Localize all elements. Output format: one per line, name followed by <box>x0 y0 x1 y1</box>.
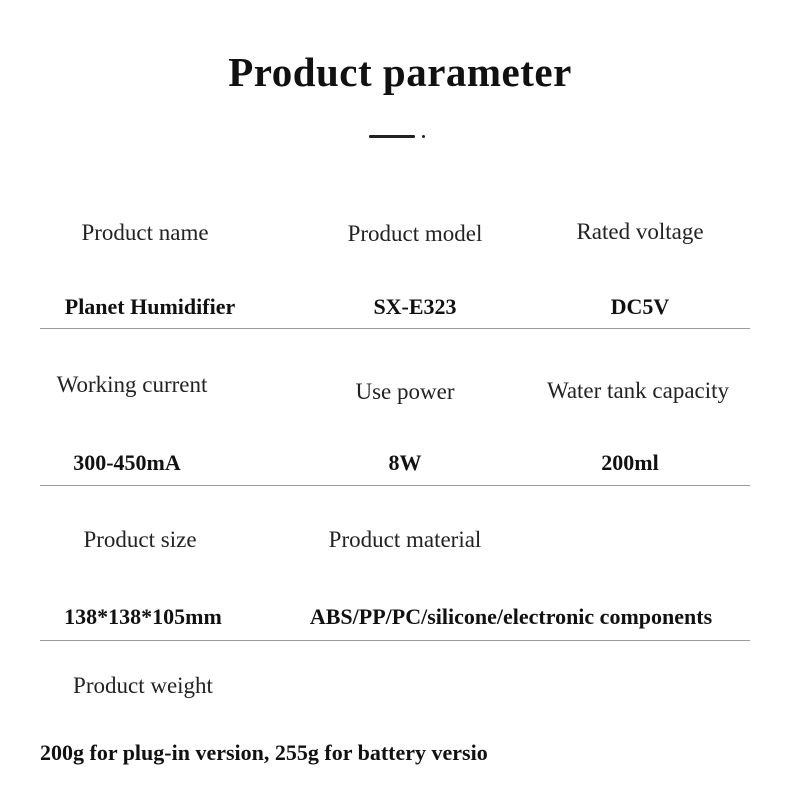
page-title: Product parameter <box>228 49 572 95</box>
product-model-value: SX-E323 <box>373 294 457 319</box>
product-model-label: Product model <box>347 221 483 246</box>
row-divider-3 <box>40 640 750 641</box>
product-name-value: Planet Humidifier <box>64 294 236 319</box>
product-material-value: ABS/PP/PC/silicone/electronic components <box>309 604 713 629</box>
title-decoration <box>369 134 439 140</box>
working-current-value: 300-450mA <box>73 450 181 475</box>
use-power-value: 8W <box>388 450 422 475</box>
title-underline-bar <box>369 135 415 138</box>
working-current-label: Working current <box>56 372 208 397</box>
product-name-label: Product name <box>81 220 209 245</box>
product-weight-label: Product weight <box>73 673 213 698</box>
water-tank-capacity-value: 200ml <box>601 450 659 475</box>
product-material-label: Product material <box>328 527 482 552</box>
rated-voltage-label: Rated voltage <box>576 219 704 244</box>
use-power-label: Use power <box>355 379 455 404</box>
row-divider-2 <box>40 485 750 486</box>
row-divider-1 <box>40 328 750 329</box>
product-weight-value: 200g for plug-in version, 255g for battery versio <box>40 740 488 765</box>
title-underline-dot <box>422 135 425 138</box>
product-size-label: Product size <box>83 527 197 552</box>
product-size-value: 138*138*105mm <box>64 604 222 629</box>
water-tank-capacity-label: Water tank capacity <box>546 378 730 403</box>
rated-voltage-value: DC5V <box>610 294 670 319</box>
